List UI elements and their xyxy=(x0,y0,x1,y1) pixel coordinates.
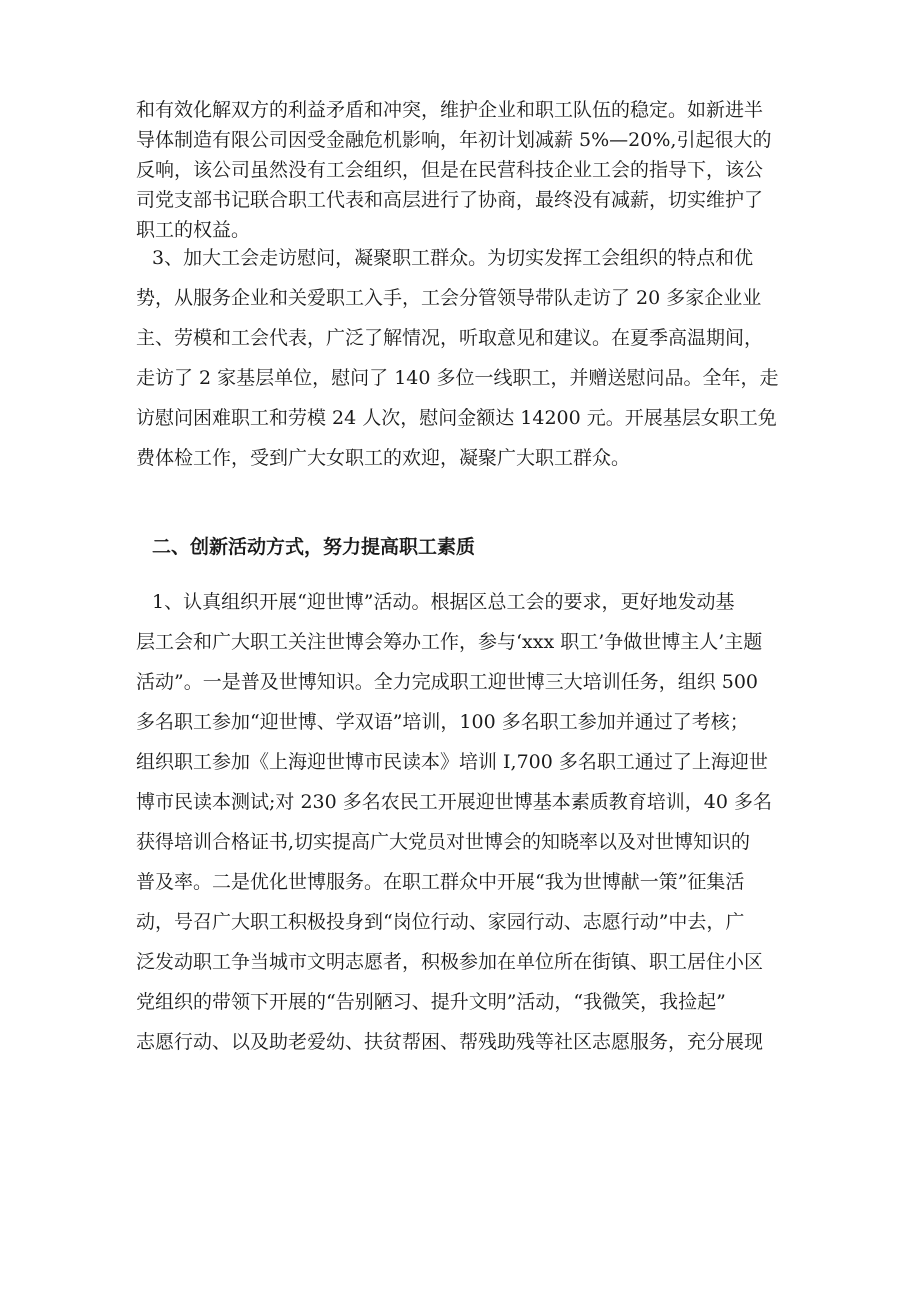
paragraph-line: 司党支部书记联合职工代表和高层进行了协商，最终没有减薪，切实维护了 xyxy=(136,189,764,211)
paragraph-line: 走访了 2 家基层单位，慰问了 140 多位一线职工，并赠送慰问品。全年，走 xyxy=(136,367,779,389)
paragraph-line: 动，号召广大职工积极投身到“岗位行动、家园行动、志愿行动”中去，广 xyxy=(136,911,745,933)
paragraph-line: 3、加大工会走访慰问，凝聚职工群众。为切实发挥工会组织的特点和优 xyxy=(152,247,754,269)
paragraph-line: 反响，该公司虽然没有工会组织，但是在民营科技企业工会的指导下，该公 xyxy=(136,159,764,181)
paragraph-line: 势，从服务企业和关爱职工入手，工会分管领导带队走访了 20 多家企业业 xyxy=(136,287,762,309)
paragraph-line: 层工会和广大职工关注世博会筹办工作，参与‘xxx 职工’争做世博主人’主题 xyxy=(136,631,763,653)
paragraph-line: 多名职工参加“迎世博、学双语”培训，100 多名职工参加并通过了考核； xyxy=(136,711,749,733)
paragraph-2 xyxy=(136,238,796,478)
paragraph-line: 活动”。一是普及世博知识。全力完成职工迎世博三大培训任务，组织 500 xyxy=(136,671,759,693)
paragraph-line: 泛发动职工争当城市文明志愿者，积极参加在单位所在街镇、职工居住小区 xyxy=(136,951,764,973)
paragraph-line: 导体制造有限公司因受金融危机影响，年初计划减薪 5%—20%,引起很大的 xyxy=(136,129,772,151)
paragraph-1 xyxy=(136,95,796,245)
paragraph-line: 1、认真组织开展“迎世博”活动。根据区总工会的要求，更好地发动基 xyxy=(152,591,735,613)
paragraph-line: 获得培训合格证书,切实提高广大党员对世博会的知晓率以及对世博知识的 xyxy=(136,831,751,853)
section-heading: 二、创新活动方式，努力提高职工素质 xyxy=(152,536,476,558)
paragraph-line: 博市民读本测试;对 230 多名农民工开展迎世博基本素质教育培训，40 多名 xyxy=(136,791,772,813)
paragraph-line: 普及率。二是优化世博服务。在职工群众中开展“我为世博献一策”征集活 xyxy=(136,871,745,893)
paragraph-line: 组织职工参加《上海迎世博市民读本》培训 I,700 多名职工通过了上海迎世 xyxy=(136,751,768,773)
paragraph-line: 党组织的带领下开展的“告别陋习、提升文明”活动，“我微笑，我捡起” xyxy=(136,991,726,1013)
paragraph-line: 访慰问困难职工和劳模 24 人次，慰问金额达 14200 元。开展基层女职工免 xyxy=(136,407,777,429)
paragraph-line: 主、劳模和工会代表，广泛了解情况，听取意见和建议。在夏季高温期间， xyxy=(136,327,764,349)
paragraph-line: 职工的权益。 xyxy=(136,219,251,241)
paragraph-line: 和有效化解双方的利益矛盾和冲突，维护企业和职工队伍的稳定。如新进半 xyxy=(136,99,764,121)
paragraph-line: 志愿行动、以及助老爱幼、扶贫帮困、帮残助残等社区志愿服务，充分展现 xyxy=(136,1031,764,1053)
paragraph-3 xyxy=(136,582,796,1062)
paragraph-line: 费体检工作，受到广大女职工的欢迎，凝聚广大职工群众。 xyxy=(136,447,631,469)
